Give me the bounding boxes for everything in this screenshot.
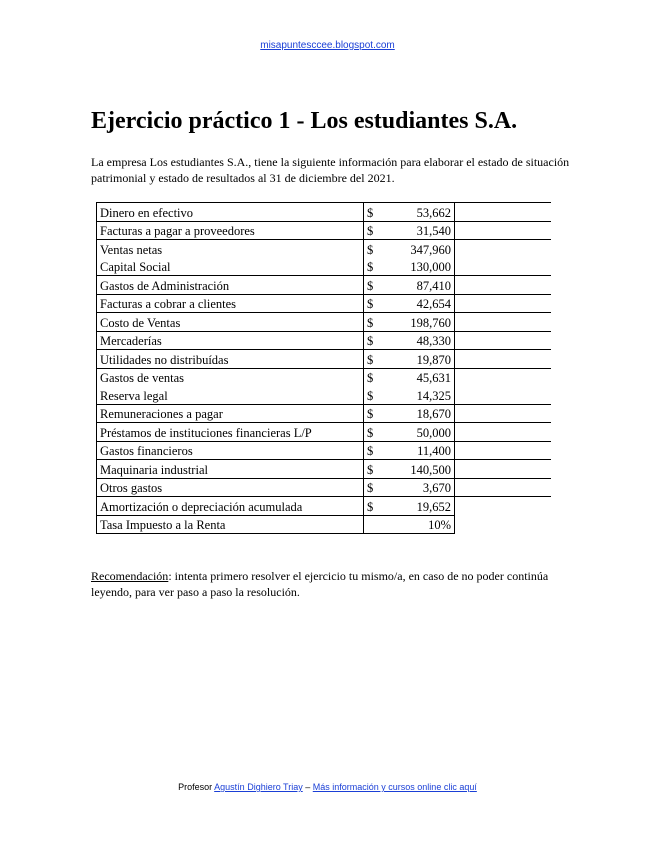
currency-cell: $: [364, 460, 389, 479]
concept-cell: Amortización o depreciación acumulada: [97, 497, 364, 516]
empty-cell: [455, 331, 552, 350]
table-row: [97, 441, 552, 460]
concept-cell: Reserva legal: [97, 386, 364, 404]
empty-cell: [455, 294, 552, 313]
amount-cell: 11,400: [388, 441, 455, 460]
amount-cell: 31,540: [388, 221, 455, 240]
footer-separator: –: [305, 782, 311, 792]
concept-cell: Remuneraciones a pagar: [97, 404, 364, 423]
table-row: [97, 478, 552, 497]
table-row: [97, 221, 552, 240]
currency-cell: $: [364, 313, 389, 332]
recommendation-paragraph: [91, 568, 581, 600]
concept-cell: Maquinaria industrial: [97, 460, 364, 479]
amount-cell: 19,652: [388, 497, 455, 516]
currency-cell: $: [364, 404, 389, 423]
amount-cell: 14,325: [416, 388, 451, 403]
concept-cell: Facturas a cobrar a clientes: [97, 294, 364, 313]
table-row: [97, 294, 552, 313]
empty-cell: [455, 368, 552, 386]
empty-cell: [455, 240, 552, 258]
empty-cell: [455, 460, 552, 479]
concept-cell: Otros gastos: [97, 478, 364, 497]
data-table: [96, 202, 551, 534]
empty-cell: [455, 441, 552, 460]
amount-cell: 347,960: [388, 240, 455, 258]
amount-cell: 53,662: [388, 203, 455, 222]
table-row: [97, 240, 552, 258]
concept-cell: Capital Social: [97, 258, 364, 276]
table-row: [97, 404, 552, 423]
tax-rate-cell: 10%: [388, 515, 455, 534]
amount-cell: 19,870: [388, 350, 455, 369]
currency-cell: $: [364, 478, 389, 497]
amount-cell: 45,631: [388, 368, 455, 386]
currency-cell: $: [364, 441, 389, 460]
concept-cell: Gastos de ventas: [97, 368, 364, 386]
currency-cell: $: [364, 294, 389, 313]
info-link[interactable]: Más información y cursos online clic aquí: [312, 782, 477, 792]
intro-paragraph: La empresa Los estudiantes S.A., tiene la siguiente información para elaborar el estado de situación patrimonial y estado de resultados al 31 de diciembre del 2021.: [91, 155, 570, 185]
footer-prefix: Profesor: [178, 782, 213, 792]
footer: [0, 782, 655, 792]
table-row: [97, 331, 552, 350]
concept-cell: Facturas a pagar a proveedores: [97, 221, 364, 240]
amount-cell: 3,670: [388, 478, 455, 497]
empty-cell: [455, 221, 552, 240]
concept-cell: Dinero en efectivo: [97, 203, 364, 222]
empty-cell: [364, 515, 389, 534]
table-row: [97, 350, 552, 369]
table-row: [97, 203, 552, 222]
table-row: [97, 368, 552, 386]
currency-cell: $: [364, 368, 389, 386]
amount-cell: 18,670: [388, 404, 455, 423]
currency-cell: $: [364, 423, 389, 442]
currency-cell: $: [364, 386, 389, 404]
empty-cell: [455, 386, 552, 404]
empty-cell: [455, 350, 552, 369]
empty-cell: [455, 478, 552, 497]
empty-cell: [455, 497, 552, 516]
concept-cell: Costo de Ventas: [97, 313, 364, 332]
amount-cell: 198,760: [388, 313, 455, 332]
concept-cell: Gastos financieros: [97, 441, 364, 460]
author-link[interactable]: Agustín Dighiero Triay: [214, 782, 303, 792]
currency-cell: $: [364, 331, 389, 350]
recommendation-label: Recomendación: [91, 569, 169, 583]
currency-cell: $: [364, 258, 389, 276]
amount-cell: 140,500: [388, 460, 455, 479]
concept-cell: Mercaderías: [97, 331, 364, 350]
amount-cell: 87,410: [388, 276, 455, 295]
concept-cell: Utilidades no distribuídas: [97, 350, 364, 369]
amount-cell: 48,330: [388, 331, 455, 350]
tax-row: [97, 515, 552, 534]
page-title: Ejercicio práctico 1 - Los estudiantes S.A.: [91, 108, 518, 134]
table-row: [97, 497, 552, 516]
empty-cell: [455, 313, 552, 332]
empty-cell: [455, 203, 552, 222]
amount-cell: 130,000: [410, 260, 451, 274]
table-row: [97, 313, 552, 332]
amount-cell: 50,000: [388, 423, 455, 442]
table-row: [97, 258, 552, 276]
currency-cell: $: [364, 350, 389, 369]
empty-cell: [455, 515, 552, 534]
empty-cell: [455, 404, 552, 423]
concept-cell: Ventas netas: [97, 240, 364, 258]
table-row: [97, 276, 552, 295]
empty-cell: [455, 423, 552, 442]
empty-cell: [455, 276, 552, 295]
table-row: [97, 460, 552, 479]
tax-concept-cell: Tasa Impuesto a la Renta: [97, 515, 364, 534]
table-row: [97, 386, 552, 404]
recommendation-text: : intenta primero resolver el ejercicio tu mismo/a, en caso de no poder continúa leyendo, para ver paso a paso la resolución.: [91, 569, 549, 599]
empty-cell: [455, 258, 552, 276]
currency-cell: $: [364, 203, 389, 222]
amount-cell: 42,654: [388, 294, 455, 313]
table-row: [97, 423, 552, 442]
concept-cell: Gastos de Administración: [97, 276, 364, 295]
currency-cell: $: [364, 497, 389, 516]
concept-cell: Préstamos de instituciones financieras L/P: [97, 423, 364, 442]
blog-link[interactable]: misapuntesccee.blogspot.com: [260, 40, 395, 51]
currency-cell: $: [364, 276, 389, 295]
currency-cell: $: [364, 240, 389, 258]
currency-cell: $: [364, 221, 389, 240]
